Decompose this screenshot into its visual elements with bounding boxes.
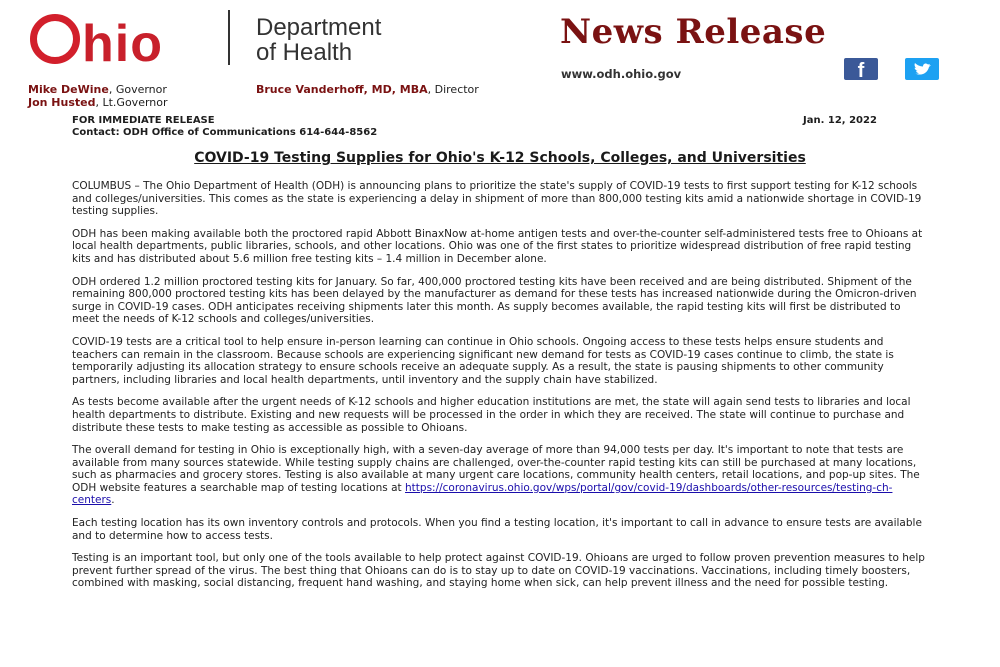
facebook-icon[interactable]: f <box>844 58 878 80</box>
lt-governor-title: , Lt.Governor <box>95 96 168 109</box>
article-body <box>72 180 928 600</box>
paragraph: Each testing location has its own inventory controls and protocols. When you find a testing location, it's important to call in advance to ensure tests are available and to determine how to access tests. <box>72 517 922 542</box>
website-link[interactable]: www.odh.ohio.gov <box>561 67 682 81</box>
paragraph: COVID-19 tests are a critical tool to help ensure in-person learning can continue in Ohio schools. Ongoing access to these tests helps ensure students and teachers can remain in the classroom. Because schools are experiencing significant new demand for tests as COVID-19 cases continue to climb, the state is temporarily adjusting its allocation strategy to ensure schools receive an adequate supply. As a result, the state is pausing shipments to other community partners, including libraries and local health departments, until inventory and the supply chain have stabilized. <box>72 335 894 386</box>
paragraph: COLUMBUS – The Ohio Department of Health (ODH) is announcing plans to prioritize the state's supply of COVID-19 tests to first support testing for K-12 schools and colleges/universities. This comes as the state is experiencing a delay in shipment of more than 800,000 testing kits amid a nationwide shortage in COVID-19 testing supplies. <box>72 180 922 218</box>
governor-block <box>28 83 168 109</box>
ohio-logo: hio <box>30 14 163 70</box>
headline: COVID-19 Testing Supplies for Ohio's K-12 Schools, Colleges, and Universities <box>194 150 806 166</box>
paragraph-testing-text: The overall demand for testing in Ohio is exceptionally high, with a seven-day average of more than 94,000 tests per day. It's important to note that tests are available from many sources statewide. While testing supply chains are challenged, over-the-counter rapid testing kits can still be purchased at many locations, such as pharmacies and grocery stores. Testing is also available at many urgent care locations, community health centers, retail locations, and pop-up sites. The ODH website features a searchable map of testing locations at <box>72 444 920 494</box>
governor-title: , Governor <box>108 83 167 96</box>
release-date: Jan. 12, 2022 <box>803 115 877 126</box>
release-info <box>72 115 377 139</box>
news-release-title: News Release <box>560 12 827 52</box>
governor-name: Mike DeWine <box>28 83 109 96</box>
paragraph-testing <box>72 444 928 507</box>
paragraph-testing-suffix: . <box>111 494 115 507</box>
paragraph: ODH ordered 1.2 million proctored testing kits for January. So far, 400,000 proctored testing kits have been received and are being distributed. Shipment of the remaining 800,000 proctored testing kits has been delayed by the manufacturer as demand for these tests has increased nationwide during the Omicron-driven surge in COVID-19 cases. ODH anticipates receiving shipments later this month. As supply becomes available, the rapid testing kits will first be distributed to meet the needs of K-12 schools and colleges/universities. <box>72 275 917 326</box>
release-label: FOR IMMEDIATE RELEASE <box>72 115 215 126</box>
testing-map-link[interactable]: https://coronavirus.ohio.gov/wps/portal/gov/covid-19/dashboards/other-resources/testing-ch-centers <box>72 481 893 507</box>
director-name: Bruce Vanderhoff, MD, MBA <box>256 83 428 96</box>
contact-line: Contact: ODH Office of Communications 614-644-8562 <box>72 127 378 138</box>
paragraph: ODH has been making available both the proctored rapid Abbott BinaxNow at-home antigen tests and over-the-counter self-administered tests free to Ohioans at local health departments, public libraries, schools, and other locations. Ohio was one of the first states to prioritize widespread distribution of free rapid testing kits and has distributed about 5.6 million free testing kits – 1.4 million in December alone. <box>72 227 923 265</box>
director-title: , Director <box>427 83 479 96</box>
lt-governor-name: Jon Husted <box>28 96 96 109</box>
department-name <box>256 15 381 65</box>
logo-divider <box>228 10 230 65</box>
ohio-logo-ring-icon <box>30 14 80 64</box>
department-line-2: of Health <box>256 39 353 66</box>
department-line-1: Department <box>256 14 382 41</box>
paragraph: As tests become available after the urgent needs of K-12 schools and higher education institutions are met, the state will again send tests to libraries and local health departments to distribute. Existing and new requests will be processed in the order in which they are received. The state will continue to purchase and distribute these tests to make testing as accessible as possible to Ohioans. <box>72 396 911 434</box>
director-block <box>256 83 479 96</box>
paragraph: Testing is an important tool, but only one of the tools available to help protect against COVID-19. Ohioans are urged to follow proven prevention measures to help prevent further spread of the virus. The best thing that Ohioans can do is to stay up to date on COVID-19 vaccinations. Vaccinations, including timely boosters, combined with masking, social distancing, frequent hand washing, and staying home when sick, can help prevent illness and the need for possible testing. <box>72 552 925 590</box>
twitter-icon[interactable] <box>905 58 939 80</box>
